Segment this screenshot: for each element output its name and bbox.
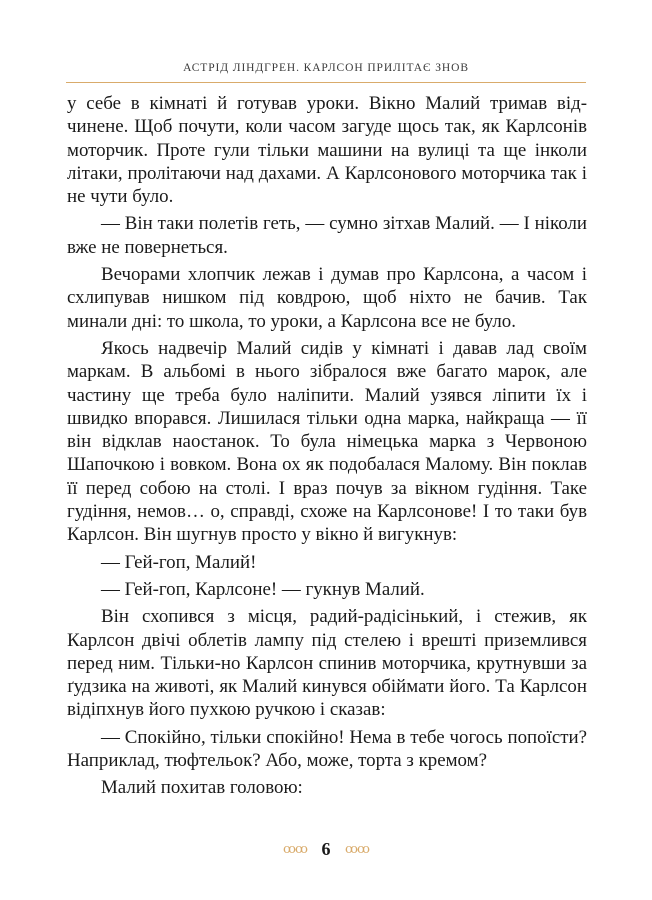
paragraph-5: — Гей-гоп, Малий!	[101, 551, 257, 573]
paragraph-1: у себе в кімнаті й готував уроки. Вікно Малий тримав відчинене. Щоб почути, коли часом загуде щось так, як Карлсонів моторчик. Проте гули тільки машини на вулиці та ще інколи літаки, пролітаючи над дахами. А Карлсонового моторчика так і не чути було.	[67, 93, 587, 208]
page-body	[67, 92, 587, 804]
paragraph-4: Якось надвечір Малий сидів у кімнаті і давав лад своїм маркам. В альбомі в нього зібралося вже багато марок, але частину ще треба було наліпити. Малий узявся ліпити їх і швидко впорався. Лишилася тільки одна марка, найкраща — її він відклав наостанок. То була німецька марка з Червоною Шапочкою і вовком. Вона ох як подобалася Малому. Він поклав її перед собою на столі. І враз почув за вікном гудіння. Таке гудіння, немов… о, справді, схоже на Карлсонове! І то таки був Карлсон. Він шугнув просто у вікно й вигукнув:	[67, 337, 587, 546]
paragraph-7: Він схопився з місця, радий-радісінький, і стежив, як Карлсон двічі облетів лампу під стелею і врешті приземлився перед ним. Тільки-но Карлсон спинив моторчика, крутнувши за ґудзика на животі, як Малий кинувся обіймати його. Та Карлсон відіпхнув його пухкою ручкою і сказав:	[67, 606, 587, 721]
paragraph-3: Вечорами хлопчик лежав і думав про Карлсона, а часом і схлипував нишком під ковдрою, щоб ніхто не бачив. Так минали дні: то школа, то уроки, а Карлсона все не було.	[67, 264, 587, 332]
ornament-right-icon: ꝏꝏ	[345, 840, 369, 856]
running-title: АСТРІД ЛІНДГРЕН. КАРЛСОН ПРИЛІТАЄ ЗНОВ	[183, 62, 469, 74]
paragraph-2: — Він таки полетів геть, — сумно зітхав Малий. — І ніколи вже не повернеться.	[67, 213, 587, 258]
paragraph-8: — Спокійно, тільки спокійно! Нема в тебе чогось попоїсти? Наприклад, тюфтельок? Або, може, торта з кремом?	[67, 726, 587, 772]
page-number: 6	[321, 838, 331, 859]
paragraph-6: — Гей-гоп, Карлсоне! — гукнув Малий.	[101, 578, 425, 600]
header-rule	[66, 82, 586, 83]
ornament-left-icon: ꝏꝏ	[283, 840, 307, 856]
paragraph-9: Малий похитав головою:	[101, 777, 303, 799]
page-footer	[0, 835, 652, 861]
